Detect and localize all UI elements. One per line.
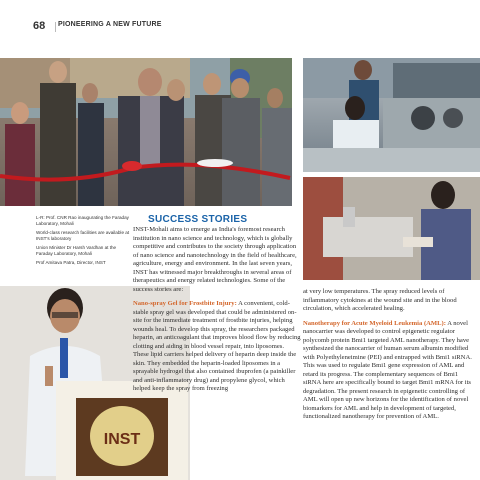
lab-photo-top-art (303, 58, 480, 172)
page-header (10, 20, 480, 34)
lab-photo-bottom (303, 177, 480, 280)
story-frostbite-body: A convenient, cold-stable spray gel was developed that could be administered on-site for the immediate treatment of frostbite injuries, helping wounds heal. To develop this spray, the researchers packaged heparin, an anticoagulant that improves blood flow by reducing clotting and aiding in blood vessel repair, into liposomes. These lipid carriers helped delivery of heparin deep inside the skin. They embedded the heparin-loaded liposomes in a sprayable hydrogel that also contained ibuprofen (a painkiller and anti-inflammatory drug) and propylene glycol, which helped keep the spray from freezing (133, 300, 301, 392)
inauguration-photo (0, 58, 292, 206)
lab-photo-top (303, 58, 480, 172)
lab-photo-bottom-art (303, 177, 480, 280)
podium-logo-text: INST (103, 431, 141, 448)
story-aml-title: Nanotherapy for Acute Myeloid Leukemia (AML): (303, 319, 446, 327)
header-divider (55, 22, 56, 32)
page-number: 68 (33, 20, 46, 32)
story-frostbite-title: Nano-spray Gel for Frostbite Injury: (133, 300, 237, 307)
caption-minister: Union Minister Dr Harsh Vardhan at the Faraday Laboratory, Mohali (36, 245, 117, 256)
article-intro: INST-Mohali aims to emerge as India's foremost research institution in nano science and technology, which is globally competitive and contributes to the society through application of nano science and nanotechnology in the field of healthcare, agriculture, energy and environment. In the last seven years, INST has witnessed major breakthroughs in several areas of therapeutics and energy related technologies. Some of the success stories are: (133, 226, 297, 293)
caption-inauguration: L-R: Prof. CNR Rao inaugurating the Faraday Laboratory, Mohali (36, 215, 129, 226)
story-frostbite (133, 300, 301, 394)
story-frostbite-continued: at very low temperatures. The spray reduced levels of inflammatory cytokines at the wound site and in the blood circulation, which accelerated healing. (303, 288, 457, 312)
inauguration-photo-art (0, 58, 292, 206)
caption-director: Prof Amitava Patra, Director, INST (36, 260, 106, 265)
photo-captions (36, 215, 131, 269)
article-headline: SUCCESS STORIES (148, 214, 248, 225)
article-column-1 (133, 226, 301, 400)
caption-facilities: World-class research facilities are available at INST's laboratory (36, 230, 130, 241)
article-column-2 (303, 288, 475, 428)
section-title: PIONEERING A NEW FUTURE (58, 21, 162, 28)
story-aml-body: A novel nanocarrier was developed to control epigenetic regulator polycomb protein Bmi1 targeted AML nanotherapy. They have synthesized the nanocarrier of human serum albumin modified with Polyethyleneimine (PEI) and entrapped with Bmi1 siRNA. This was used to regulate Bmi1 gene expression of AML and retard its progress. The complementary sequences of Bmi1 siRNA here are specifically bound to target Bmi1 mRNA for its degradation. The present research in epigenetic controlling of AML will open up new horizons for the identification of novel biomarkers for AML and help in development of targeted, functionalized nanotherapy for prevention of AML. (303, 319, 472, 420)
story-aml (303, 320, 475, 422)
